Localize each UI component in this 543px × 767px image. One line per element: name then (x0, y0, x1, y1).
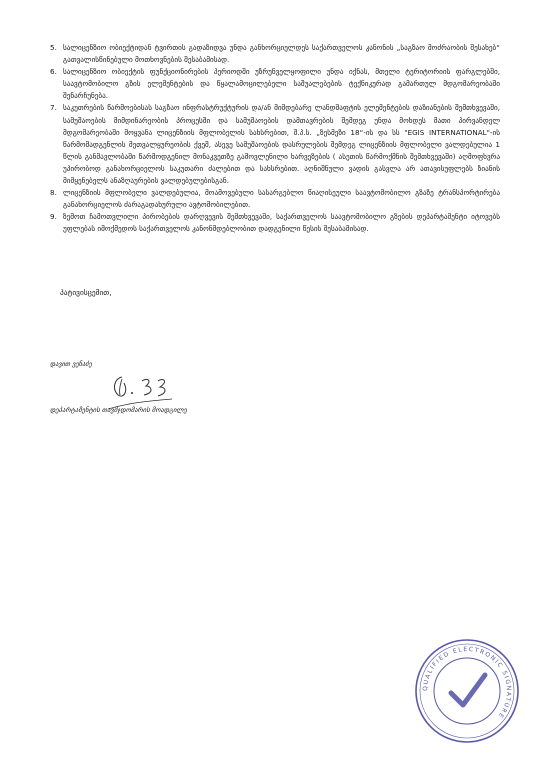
conditions-list (50, 42, 500, 236)
item-text: სალიცენზიო ობიექტის ფუნქციონირების პერიოდში უზრუნველყოფილი უნდა იქნას, მთელი ტერიტორიის ფარგლებში, საავტომობილო გზის ელემენტების და წყალამოცილებელი საშუალებების ტექნიკურად გამართულ მდგომარეობაში შენარჩუნება. (63, 67, 500, 101)
list-item (50, 42, 500, 66)
signer-name: დავით ვენაძე (50, 360, 92, 368)
item-number: 8. (50, 188, 57, 198)
list-item (50, 211, 500, 235)
list-item (50, 187, 500, 211)
item-number: 6. (50, 67, 57, 77)
item-text: ზემოთ ჩამოთვლილი პირობების დარღვევის შემთხვევაში, საქართველოს საავტომობილო გზების დეპარტამენტი იტოვებს უფლებას იმოქმედოს საქართველოს კანონმდებლობით დადგენილი წესის შესაბამისად. (63, 212, 500, 234)
list-item (50, 102, 500, 187)
signer-title: დეპარტამენტის თავმჯდომარის მოადგილე (50, 406, 187, 414)
svg-text:QUALIFIED ELECTRONIC SIGNATURE: QUALIFIED ELECTRONIC SIGNATURE (421, 645, 513, 720)
item-number: 7. (50, 103, 57, 113)
electronic-signature-seal (413, 637, 521, 745)
closing-line: პატივისცემით, (60, 288, 112, 297)
handwritten-signature (108, 371, 178, 411)
list-item (50, 66, 500, 102)
item-text: სალიცენზიო ობიექტიდან ტვირთის გადაზიდვა უნდა განხორციელდეს საქართველოს კანონის „საგზაო მოძრაობის შესახებ“ გათვალისწინებული მოთხოვნების შესაბამისად. (63, 43, 500, 65)
item-number: 9. (50, 212, 57, 222)
item-text: ლიცენზიის მფლობელი ვალდებულია, მოამოვებული სასარგებლო წიაღისეული საავტომობილო გზაზე ტრანსპორტირება განახორციელოს ძარაგადახურული ავტომობილებით. (63, 188, 500, 210)
item-text: საკუთრების წარმოებისას საგზაო ინფრასტრუქტურის და/ან მიმდებარე ლანდშაფტის ელემენტების დაზიანების შემთხვევაში, სამუშაოების მიმდინარეობის პროცესში და სამუშაოების დამთავრების შემდეგ უნდა მოხდეს მათი პირვანდელ მდგომარეობაში მოყვანა ლიცენზიის მფლობელის სახსრებით, შ.პ.ს. „ზესმეზი 18“-ის და სს "EGIS INTERNATIONAL"-ის წარმომადგენლის მეთვალყურეობის ქვეშ, ასევე სამუშაოების დასრულების შემდეგ ლიცენზიის მფლობელი ვალდებულია 1 წლის განმავლობაში წარმოდგენილ მონაკვეთზე გამოვლენილი ხარვეზების ( ასეთის წარმოქმნის შემთხვევაში) აღმოფხვრა უპირობოდ განახორციელოს საკუთარი ძალებით და სახსრებით. აღნიშნული ვადის გასვლა არ ათავისუფლებს ზიანის მიმყენებელს ანაზღაურების ვალდებულებისგან. (63, 103, 500, 186)
item-number: 5. (50, 43, 57, 52)
